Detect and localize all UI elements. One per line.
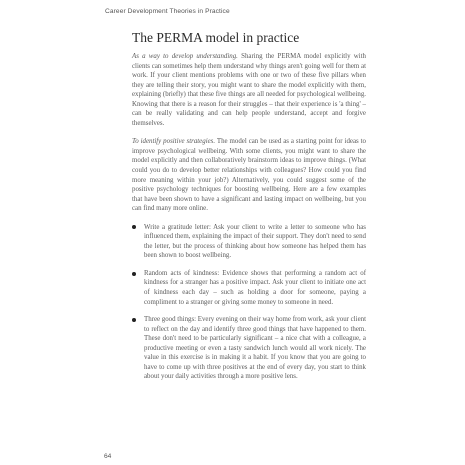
paragraph-strategies [132,137,366,213]
bullet-icon [132,318,136,322]
running-head: Career Development Theories in Practice [105,8,230,15]
strategy-list [132,223,366,382]
list-item [144,223,366,261]
paragraph-text: Sharing the PERMA model explicitly with clients can sometimes help them understand why things aren't going well for them at work. If your client mentions problems with one or two of these five pillars when they are telling their story, you might want to share the model explicitly with them, explaining (briefly) that these five things are all needed for psychological wellbeing. Knowing that there is a reason for their struggles – that their experience is 'a thing' – can be really validating and can help people understand, accept and forgive themselves. [132,53,366,127]
list-item-text: Three good things: Every evening on their way home from work, ask your client to reflect on the day and identify three good things that have happened to them. These don't need to be particularly significant – a nice chat with a colleague, a productive meeting or even a tasty sandwich lunch would all work nicely. The value in this exercise is in making it a habit. If you know that you are going to have to come up with three positives at the end of every day, you start to think about your daily activities through a more positive lens. [144,316,366,381]
paragraph-text: The model can be used as a starting point for ideas to improve psychological wellbeing. With some clients, you might want to share the model explicitly and then collaboratively brainstorm ideas to improve things. (What could you do to develop better relationships with colleagues? How could you find more meaning within your job?) Alternatively, you could suggest some of the positive psychology techniques for boosting wellbeing. Here are a few examples that have been shown to have a significant and lasting impact on wellbeing, but you can find many more online. [132,138,366,213]
bullet-icon [132,272,136,276]
list-item [144,269,366,307]
paragraph-understanding [132,52,366,128]
list-item-text: Random acts of kindness: Evidence shows that performing a random act of kindness for a stranger has a positive impact. Ask your client to initiate one act of kindness each day – such as holding a door for someone, paying a compliment to a stranger or giving some money to someone in need. [144,269,366,306]
page-number: 64 [104,453,112,460]
paragraph-lead: To identify positive strategies. [132,138,216,146]
list-item [144,315,366,382]
paragraph-lead: As a way to develop understanding. [132,53,238,60]
list-item-text: Write a gratitude letter: Ask your client to write a letter to someone who has influenced them, explaining the impact of their support. They don't need to send the letter, but the process of thinking about how someone has helped them has been shown to boost wellbeing. [144,223,366,260]
bullet-icon [132,225,136,229]
section-title: The PERMA model in practice [132,30,300,45]
body-text [132,52,366,390]
